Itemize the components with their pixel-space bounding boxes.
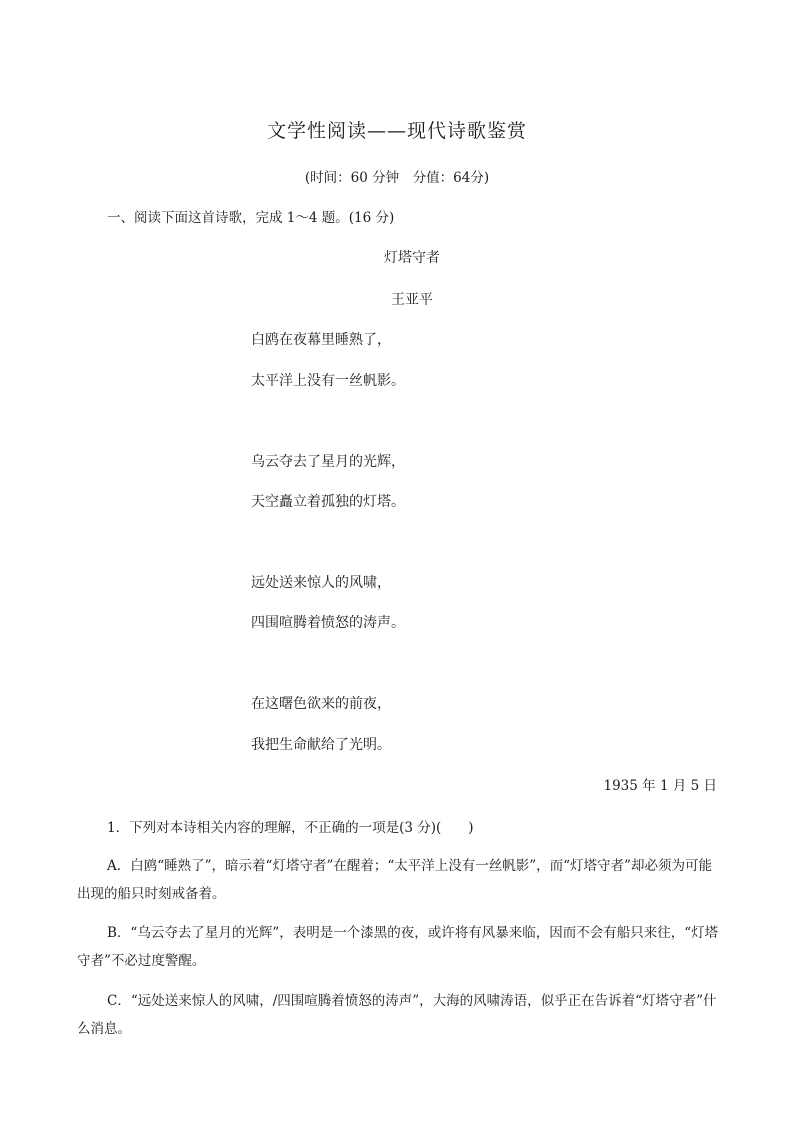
- poem-title: 灯塔守者: [384, 250, 440, 266]
- poem-line: 四围喧腾着愤怒的涛声。: [251, 615, 405, 631]
- option-c: C．“远处送来惊人的风啸，/四围喧腾着愤怒的涛声”，大海的风啸涛语，似乎正在告诉着“灯塔守者”什么消息。: [77, 993, 717, 1037]
- poem-line: 白鸥在夜幕里睡熟了，: [251, 332, 391, 348]
- question-stem: 1．下列对本诗相关内容的理解，不正确的一项是(3 分)( ): [107, 820, 474, 836]
- poem-line: 我把生命献给了光明。: [251, 737, 391, 753]
- poem-line: 天空矗立着孤独的灯塔。: [251, 494, 405, 510]
- document-title: 文学性阅读——现代诗歌鉴赏: [266, 120, 527, 142]
- document-subtitle: (时间：60 分钟 分值：64分): [304, 170, 490, 186]
- option-b: B．“乌云夺去了星月的光辉”，表明是一个漆黑的夜，或许将有风暴来临，因而不会有船只来往，“灯塔守者”不必过度警醒。: [77, 925, 719, 969]
- section-heading: 一、阅读下面这首诗歌，完成 1～4 题。(16 分): [107, 210, 395, 226]
- poem-date: 1935 年 1 月 5 日: [603, 778, 717, 794]
- poem-line: 乌云夺去了星月的光辉，: [251, 454, 405, 470]
- option-a: A．白鸥“睡熟了”，暗示着“灯塔守者”在醒着；“太平洋上没有一丝帆影”，而“灯塔守者”却必须为可能出现的船只时刻戒备着。: [77, 858, 712, 902]
- poem-line: 太平洋上没有一丝帆影。: [251, 373, 405, 389]
- poem-author: 王亚平: [391, 292, 433, 308]
- poem-line: 在这曙色欲来的前夜，: [251, 696, 391, 712]
- poem-line: 远处送来惊人的风啸，: [251, 575, 391, 591]
